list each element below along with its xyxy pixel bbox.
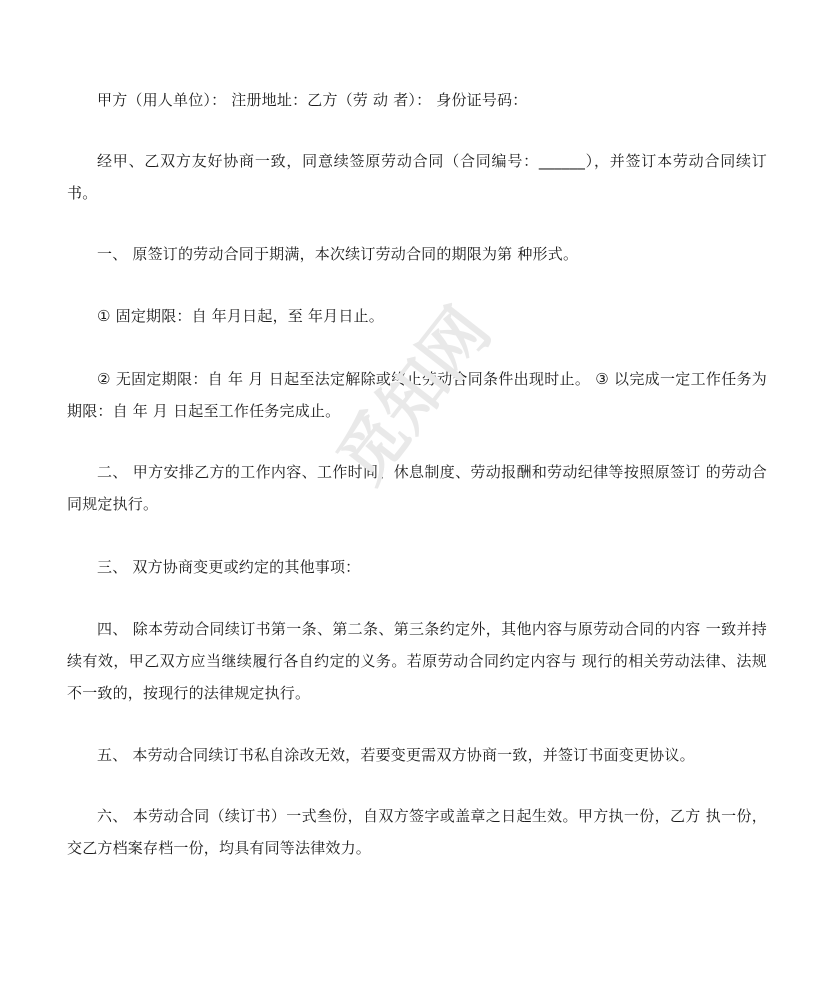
clause-6: 六、 本劳动合同（续订书）一式叁份，自双方签字或盖章之日起生效。甲方执一份，乙方 执一份，交乙方档案存档一份，均具有同等法律效力。 — [67, 807, 767, 857]
party-info-line: 甲方（用人单位）： 注册地址：乙方（劳 动 者）： 身份证号码： — [97, 91, 528, 109]
document-page — [67, 0, 767, 986]
clause-1: 一、 原签订的劳动合同于期满，本次续订劳动合同的期限为第 种形式。 — [97, 245, 579, 263]
clause-5: 五、 本劳动合同续订书私自涂改无效，若要变更需双方协商一致，并签订书面变更协议。 — [97, 746, 695, 764]
clause-1-option-open-and-task: ② 无固定期限：自 年 月 日起至法定解除或终止劳动合同条件出现时止。 ③ 以完成一定工作任务为期限：自 年 月 日起至工作任务完成止。 — [67, 370, 767, 420]
intro-paragraph: 经甲、乙双方友好协商一致，同意续签原劳动合同（合同编号：______），并签订本劳动合同续订书。 — [67, 152, 767, 202]
clause-3: 三、 双方协商变更或约定的其他事项： — [97, 558, 361, 576]
watermark-text: 觅知网 — [322, 293, 506, 498]
clause-4: 四、 除本劳动合同续订书第一条、第二条、第三条约定外，其他内容与原劳动合同的内容 一致并持续有效，甲乙双方应当继续履行各自约定的义务。若原劳动合同约定内容与 现行的相关劳动法律、法规不一致的，按现行的法律规定执行。 — [67, 620, 767, 702]
clause-1-option-fixed-term: ① 固定期限：自 年月日起，至 年月日止。 — [97, 307, 384, 325]
clause-2: 二、 甲方安排乙方的工作内容、工作时间、休息制度、劳动报酬和劳动纪律等按照原签订 的劳动合同规定执行。 — [67, 463, 767, 513]
